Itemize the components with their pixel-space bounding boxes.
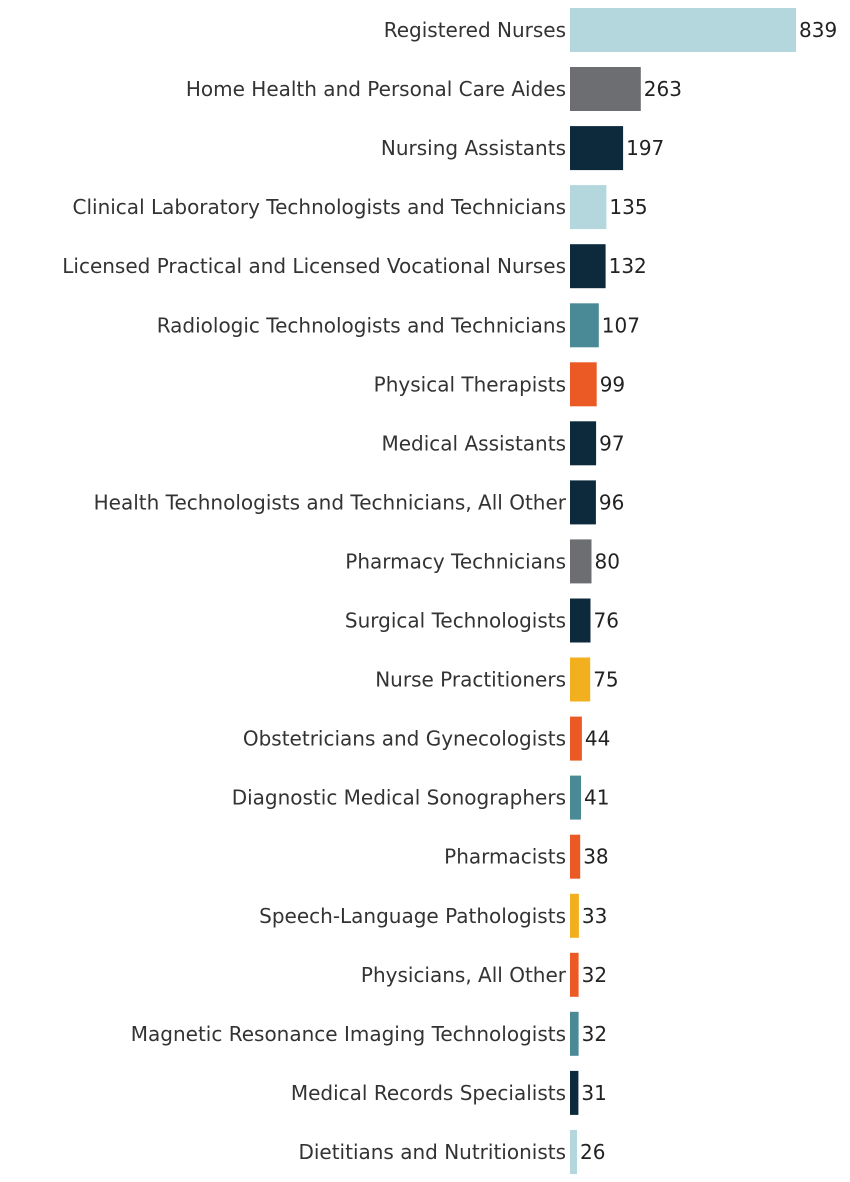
category-label: Health Technologists and Technicians, All Other bbox=[93, 490, 566, 515]
bar bbox=[570, 185, 606, 229]
bar bbox=[570, 1071, 578, 1115]
bar bbox=[570, 1012, 579, 1056]
data-label: 75 bbox=[593, 667, 619, 692]
bar bbox=[570, 480, 596, 524]
data-label: 44 bbox=[584, 726, 611, 751]
data-label: 32 bbox=[581, 1021, 608, 1046]
data-label: 26 bbox=[580, 1140, 606, 1164]
data-label: 32 bbox=[581, 962, 608, 987]
bars-group bbox=[62, 8, 837, 1174]
category-label: Speech-Language Pathologists bbox=[259, 903, 566, 928]
bar bbox=[570, 303, 599, 347]
data-label: 76 bbox=[593, 608, 619, 633]
bar bbox=[570, 776, 581, 820]
bar bbox=[570, 835, 580, 879]
category-label: Home Health and Personal Care Aides bbox=[185, 77, 566, 101]
data-label: 97 bbox=[599, 431, 625, 456]
bar bbox=[570, 599, 591, 643]
category-label: Licensed Practical and Licensed Vocational Nurses bbox=[62, 254, 566, 279]
category-label: Physicians, All Other bbox=[360, 962, 566, 987]
bar bbox=[570, 67, 641, 111]
data-label: 107 bbox=[601, 313, 640, 338]
bar bbox=[570, 1130, 577, 1174]
category-label: Nurse Practitioners bbox=[375, 667, 566, 692]
data-label: 31 bbox=[581, 1080, 607, 1105]
bar bbox=[570, 717, 582, 761]
data-label: 41 bbox=[584, 785, 610, 810]
bar bbox=[570, 894, 579, 938]
category-label: Radiologic Technologists and Technicians bbox=[156, 313, 566, 338]
bar bbox=[570, 658, 590, 702]
category-label: Medical Records Specialists bbox=[290, 1080, 566, 1105]
category-label: Magnetic Resonance Imaging Technologists bbox=[130, 1021, 566, 1046]
category-label: Physical Therapists bbox=[373, 372, 566, 397]
data-label: 99 bbox=[599, 372, 626, 397]
data-label: 132 bbox=[608, 254, 647, 279]
category-label: Diagnostic Medical Sonographers bbox=[231, 785, 566, 810]
bar bbox=[570, 244, 606, 288]
category-label: Obstetricians and Gynecologists bbox=[242, 726, 566, 751]
bar bbox=[570, 362, 597, 406]
data-label: 839 bbox=[799, 18, 838, 42]
category-label: Medical Assistants bbox=[381, 431, 566, 456]
category-label: Surgical Technologists bbox=[344, 608, 566, 633]
data-label: 38 bbox=[583, 844, 609, 869]
category-label: Clinical Laboratory Technologists and Technicians bbox=[72, 195, 566, 220]
data-label: 263 bbox=[643, 77, 682, 101]
data-label: 135 bbox=[609, 195, 648, 220]
data-label: 80 bbox=[594, 549, 620, 574]
bar bbox=[570, 8, 796, 52]
data-label: 96 bbox=[598, 490, 625, 515]
bar bbox=[570, 126, 623, 170]
bar bbox=[570, 421, 596, 465]
category-label: Dietitians and Nutritionists bbox=[298, 1140, 566, 1164]
category-label: Nursing Assistants bbox=[380, 136, 566, 161]
bar bbox=[570, 953, 579, 997]
category-label: Pharmacy Technicians bbox=[345, 549, 566, 574]
data-label: 197 bbox=[626, 136, 665, 161]
data-label: 33 bbox=[581, 903, 608, 928]
category-label: Registered Nurses bbox=[383, 18, 566, 42]
category-label: Pharmacists bbox=[444, 844, 566, 869]
bar bbox=[570, 539, 592, 583]
